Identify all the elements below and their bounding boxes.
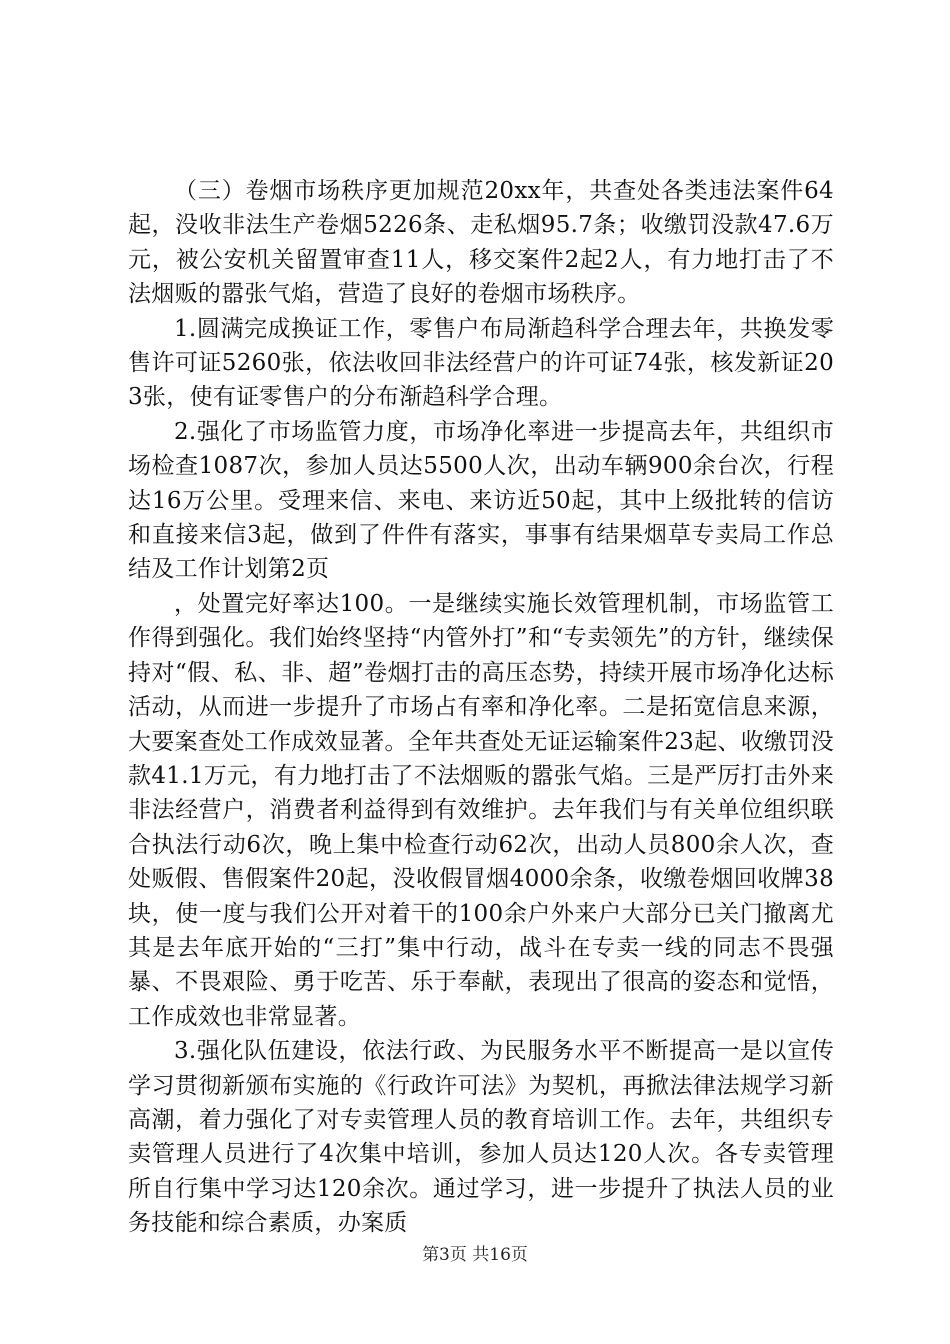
paragraph-supervision-continued: ，处置完好率达100。一是继续实施长效管理机制，市场监管工作得到强化。我们始终坚持“内管外打”和“专卖领先”的方针，继续保持对“假、私、非、超”卷烟打击的高压态势，持续开展市场净化达标活动，从而进一步提升了市场占有率和净化率。二是拓宽信息来源，大要案查处工作成效显著。全年共查处无证运输案件23起、收缴罚没款41.1万元，有力地打击了不法烟贩的嚣张气焰。三是严厉打击外来非法经营户，消费者利益得到有效维护。去年我们与有关单位组织联合执法行动6次，晚上集中检查行动62次，出动人员800余人次，查处贩假、售假案件20起，没收假冒烟4000余条，收缴卷烟回收牌38块，使一度与我们公开对着干的100余户外来户大部分已关门撤离尤其是去年底开始的“三打”集中行动，战斗在专卖一线的同志不畏强暴、不畏艰险、勇于吃苦、乐于奉献，表现出了很高的姿态和觉悟，工作成效也非常显著。 — [128, 590, 834, 1030]
paragraph-license-exchange: 1.圆满完成换证工作，零售户布局渐趋科学合理去年，共换发零售许可证5260张，依法收回非法经营户的许可证74张，核发新证203张，使有证零售户的分布渐趋科学合理。 — [128, 315, 834, 411]
paragraph-market-supervision: 2.强化了市场监管力度，市场净化率进一步提高去年，共组织市场检查1087次，参加人员达5500人次，出动车辆900余台次，行程达16万公里。受理来信、来电、来访近50起，其中上级批转的信访和直接来信3起，做到了件件有落实，事事有结果烟草专卖局工作总结及工作计划第2页 — [128, 418, 834, 583]
paragraph-market-order: （三）卷烟市场秩序更加规范20xx年，共查处各类违法案件64起，没收非法生产卷烟5226条、走私烟95.7条；收缴罚没款47.6万元，被公安机关留置审查11人，移交案件2起2人，有力地打击了不法烟贩的嚣张气焰，营造了良好的卷烟市场秩序。 — [128, 178, 834, 308]
paragraph-team-building: 3.强化队伍建设，依法行政、为民服务水平不断提高一是以宣传学习贯彻新颁布实施的《行政许可法》为契机，再掀法律法规学习新高潮，着力强化了对专卖管理人员的教育培训工作。去年，共组织专卖管理人员进行了4次集中培训，参加人员达120人次。各专卖管理所自行集中学习达120余次。通过学习，进一步提升了执法人员的业务技能和综合素质，办案质 — [128, 1038, 834, 1237]
document-body — [128, 174, 834, 1241]
page-footer: 第3页 共16页 — [422, 1245, 528, 1265]
